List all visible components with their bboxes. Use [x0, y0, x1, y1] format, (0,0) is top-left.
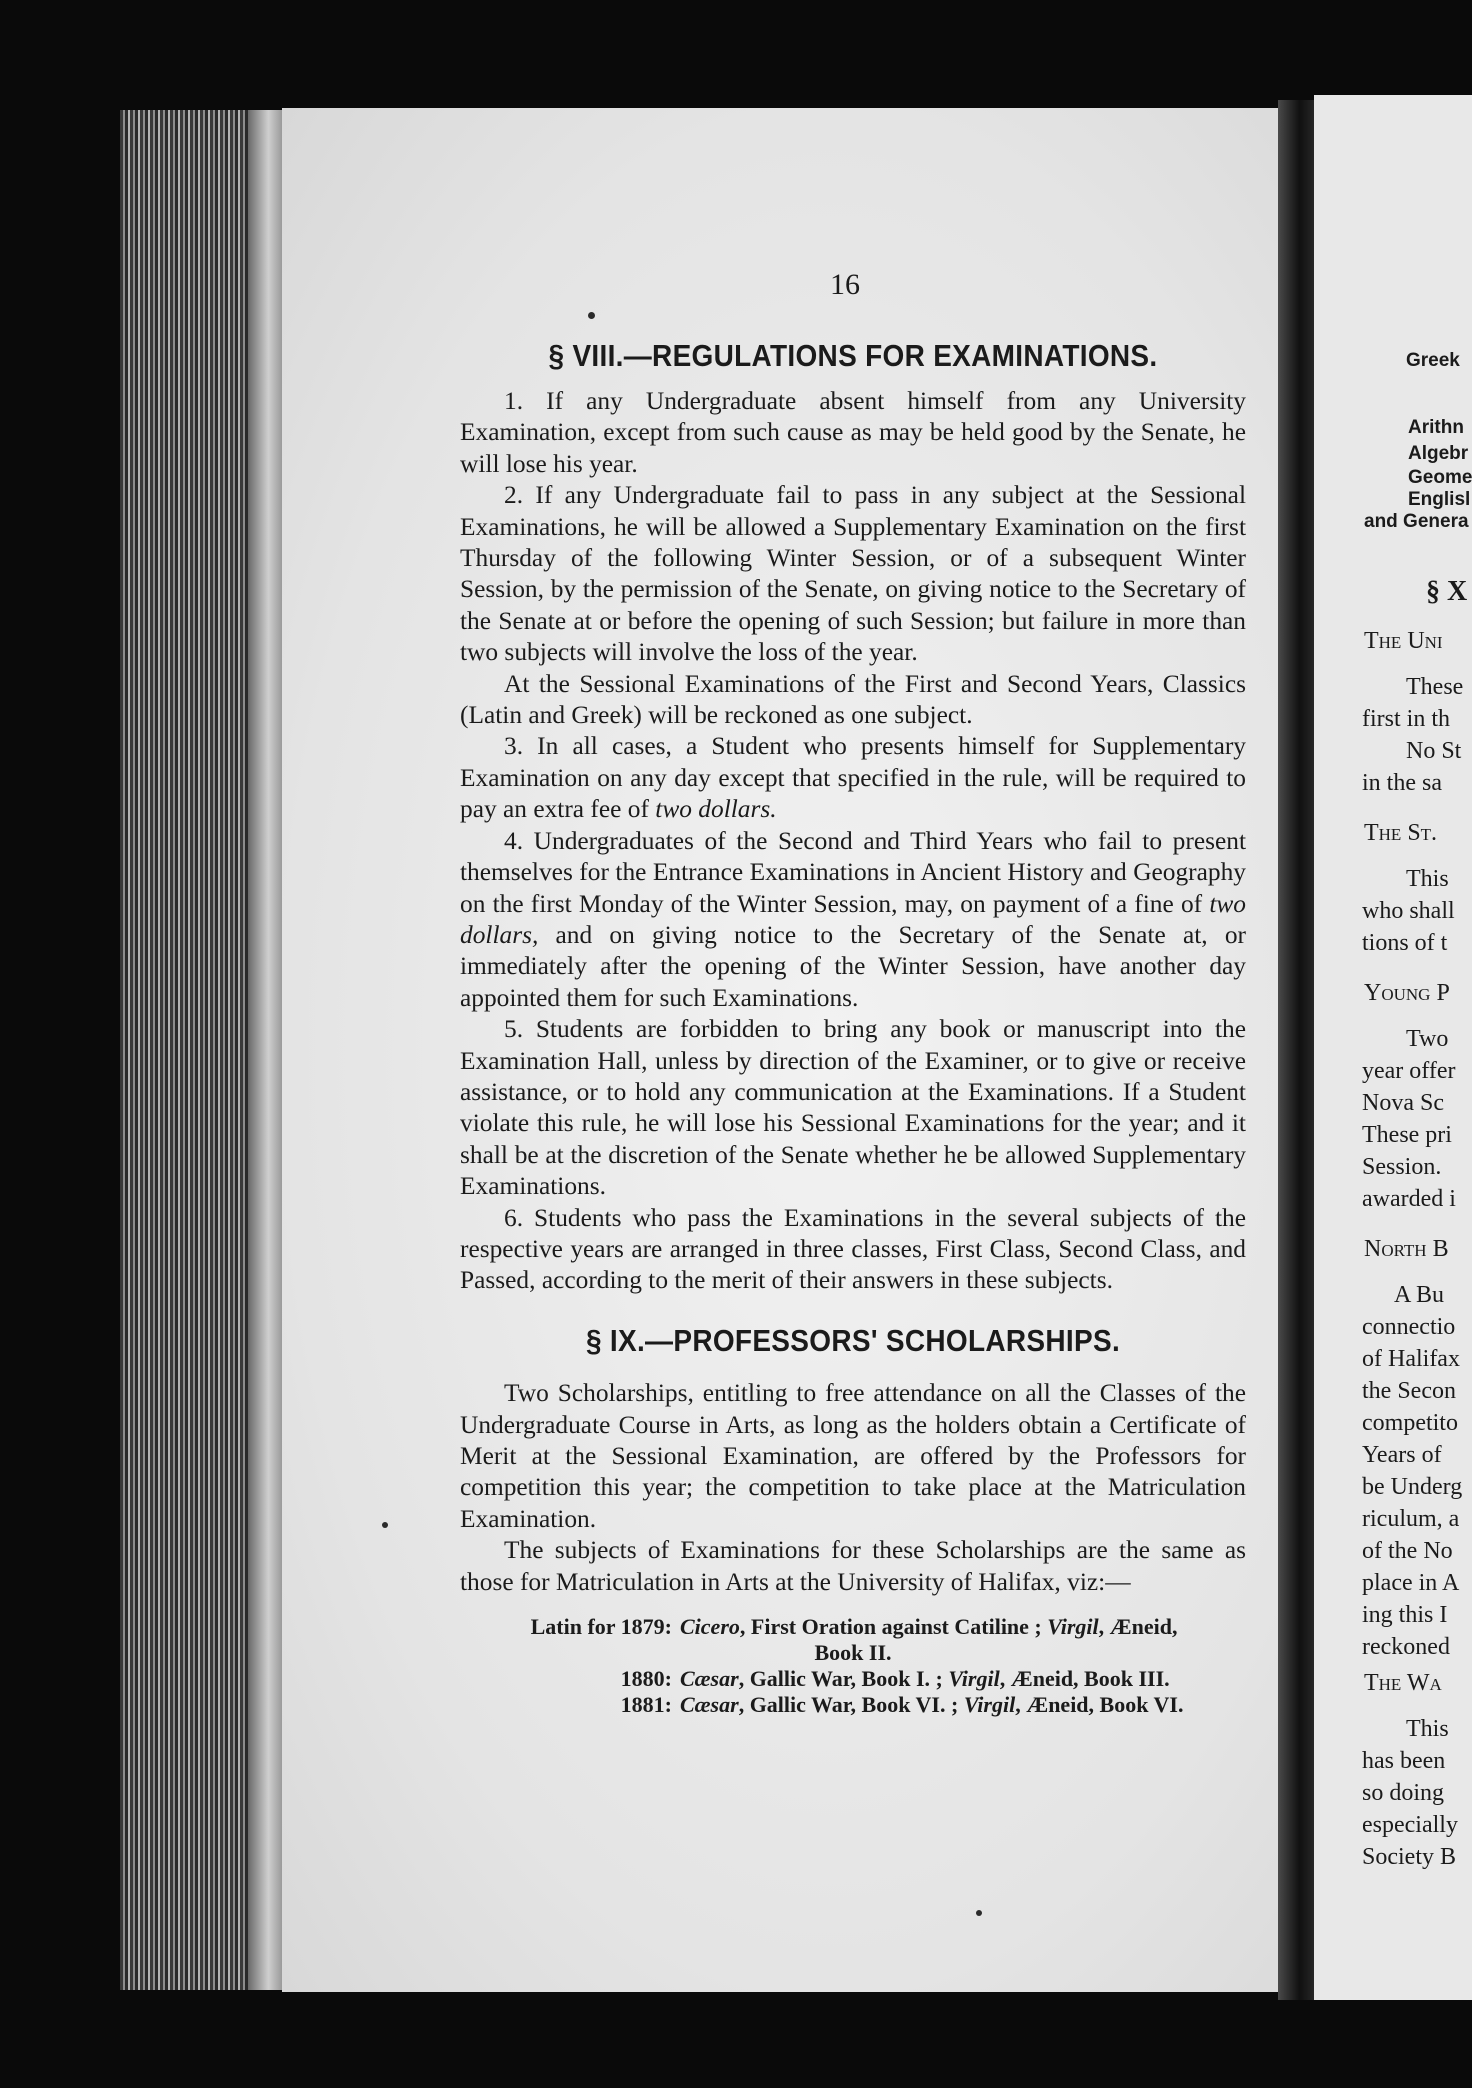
right-line: The Wa: [1364, 1670, 1442, 1696]
rule-4-text-a: 4. Undergraduates of the Second and Third Years who fail to present themselves for the Entrance Examinations in Ancient History and Geography on the first Monday of the Winter Session, may, on payment of a fine of: [460, 826, 1246, 918]
section-viii-body: [460, 386, 1246, 1718]
right-line: reckoned: [1362, 1634, 1450, 1660]
right-line: Two: [1406, 1026, 1449, 1052]
right-line: of the No: [1362, 1538, 1453, 1564]
right-line: connectio: [1362, 1314, 1456, 1340]
latin-year: 1880:: [620, 1666, 672, 1692]
right-line: Algebr: [1408, 443, 1469, 464]
right-line: ing this I: [1362, 1602, 1448, 1628]
right-line: year offer: [1362, 1058, 1456, 1084]
ink-speck: [976, 1910, 982, 1916]
right-line: tions of t: [1362, 930, 1448, 956]
scholarship-para-2: The subjects of Examinations for these Scholarships are the same as those for Matriculation in Arts at the University of Halifax, viz:—: [460, 1536, 1246, 1596]
rule-2: 2. If any Undergraduate fail to pass in any subject at the Sessional Examinations, he will be allowed a Supplementary Examination on the first Thursday of the following Winter Session, or of a subsequent Winter Session, by the permission of the Senate, on giving notice to the Secretary of the Senate at or before the opening of such Session; but failure in more than two subjects will involve the loss of the year.: [460, 481, 1246, 667]
latin-row-1879: [460, 1614, 1246, 1640]
scholarship-para-1: Two Scholarships, entitling to free attendance on all the Classes of the Undergraduate Course in Arts, as long as the holders obtain a Certificate of Merit at the Sessional Examination, are offered by the Professors for competition this year; the competition to take place at the Matriculation Examination.: [460, 1379, 1246, 1533]
rule-4-fine: two dollars,: [460, 889, 1246, 949]
right-line: North B: [1364, 1236, 1449, 1262]
right-line: especially: [1362, 1812, 1458, 1838]
section-ix-body: [460, 1378, 1246, 1598]
rule-2-classics: At the Sessional Examinations of the First and Second Years, Classics (Latin and Greek) will be reckoned as one subject.: [460, 669, 1246, 730]
ink-speck: [588, 312, 595, 319]
latin-works: Cæsar, Gallic War, Book VI. ; Virgil, Æneid, Book VI.: [680, 1692, 1184, 1718]
right-line: This: [1406, 866, 1449, 892]
rule-6: 6. Students who pass the Examinations in the several subjects of the respective years are arranged in three classes, First Class, Second Class, and Passed, according to the merit of their answers in these subjects.: [460, 1203, 1246, 1295]
latin-year: Latin for 1879:: [530, 1614, 672, 1640]
right-line: first in th: [1362, 706, 1450, 732]
right-line: Geome: [1408, 467, 1472, 488]
right-line: awarded i: [1362, 1186, 1456, 1212]
section-viii-heading: § VIII.—REGULATIONS FOR EXAMINATIONS.: [548, 338, 1158, 373]
right-line: competito: [1362, 1410, 1458, 1436]
right-line: the Secon: [1362, 1378, 1456, 1404]
right-line: of Halifax: [1362, 1346, 1460, 1372]
right-line: riculum, a: [1362, 1506, 1460, 1532]
right-line: Society B: [1362, 1844, 1456, 1870]
right-line: Nova Sc: [1362, 1090, 1444, 1116]
right-line: who shall: [1362, 898, 1455, 924]
right-line: These pri: [1362, 1122, 1452, 1148]
right-line: This: [1406, 1716, 1449, 1742]
right-line: These: [1406, 674, 1464, 700]
right-line: be Underg: [1362, 1474, 1463, 1500]
right-line: Young P: [1364, 980, 1450, 1006]
right-line: Session.: [1362, 1154, 1442, 1180]
right-line: and Genera: [1364, 511, 1469, 532]
right-line: Englisl: [1408, 489, 1471, 510]
left-page-edges: [120, 110, 282, 1990]
right-line: The Uni: [1364, 628, 1443, 654]
right-line: place in A: [1362, 1570, 1460, 1596]
rule-3-text: 3. In all cases, a Student who presents himself for Supplementary Examination on any day except that specified in the rule, will be required to pay an extra fee of: [460, 732, 1246, 824]
latin-works: Cæsar, Gallic War, Book I. ; Virgil, Æneid, Book III.: [680, 1666, 1170, 1692]
right-line: No St: [1406, 738, 1462, 764]
latin-subjects: [460, 1614, 1246, 1718]
ink-speck: [382, 1522, 388, 1528]
latin-works: Cicero, First Oration against Catiline ; Virgil, Æneid,: [680, 1614, 1178, 1640]
rule-4-text-b: and on giving notice to the Secretary of the Senate at, or immediately after the opening of the Winter Session, have another day appointed them for such Examinations.: [460, 920, 1246, 1012]
right-line: § X: [1426, 576, 1468, 607]
page-number: 16: [830, 268, 860, 301]
right-line: Years of: [1362, 1442, 1442, 1468]
latin-row-1881: [460, 1692, 1246, 1718]
rule-3-fee: two dollars.: [655, 795, 777, 824]
right-line: Arithn: [1408, 417, 1464, 438]
rule-4: [460, 826, 1246, 1014]
right-line: has been: [1362, 1748, 1446, 1774]
rule-3: [460, 731, 1246, 825]
right-line: in the sa: [1362, 770, 1442, 796]
section-ix-heading: § IX.—PROFESSORS' SCHOLARSHIPS.: [585, 1323, 1121, 1358]
latin-year: 1881:: [620, 1692, 672, 1718]
latin-row-1880: [460, 1666, 1246, 1692]
book-gutter: [1278, 100, 1314, 2000]
right-line: A Bu: [1394, 1282, 1445, 1308]
right-line: so doing: [1362, 1780, 1445, 1806]
latin-book-ii: Book II.: [814, 1640, 892, 1666]
rule-5: 5. Students are forbidden to bring any book or manuscript into the Examination Hall, unless by direction of the Examiner, or to give or receive assistance, or to hold any communication at the Examinations. If a Student violate this rule, he will lose his Sessional Examinations for the year; and it shall be at the discretion of the Senate whether he be allowed Supplementary Examinations.: [460, 1015, 1246, 1201]
right-line: Greek: [1406, 350, 1460, 371]
right-line: The St.: [1364, 820, 1438, 846]
rule-1: 1. If any Undergraduate absent himself from any University Examination, except from such cause as may be held good by the Senate, he will lose his year.: [460, 387, 1246, 478]
